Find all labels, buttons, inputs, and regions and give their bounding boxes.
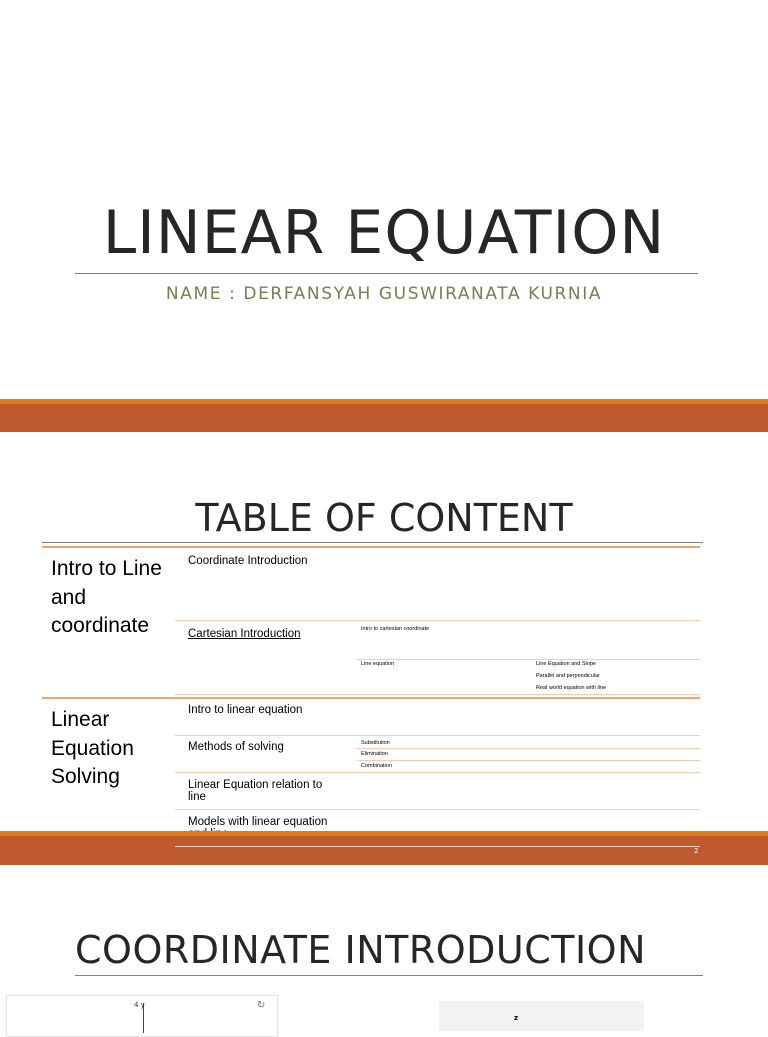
subrow-divider xyxy=(357,748,700,749)
slide-separator-band xyxy=(0,836,768,865)
section-title: Intro to Line and coordinate xyxy=(51,557,162,637)
subrow-divider xyxy=(357,760,700,761)
toc-subitem[interactable]: Line equation xyxy=(361,661,395,667)
toc-title: TABLE OF CONTENT xyxy=(195,496,573,540)
toc-subsubitem[interactable]: Line Equation and Slope xyxy=(536,661,596,667)
toc-title-divider xyxy=(42,542,703,543)
toc-subsubitem[interactable]: Parallel and perpendicular xyxy=(536,673,600,679)
toc-subitem[interactable]: Substitution xyxy=(361,740,390,746)
row-divider xyxy=(175,772,700,773)
row-divider xyxy=(175,694,700,695)
slide-title: LINEAR EQUATION xyxy=(102,198,666,268)
panel-label: z xyxy=(514,1014,519,1022)
slide3-title: COORDINATE INTRODUCTION xyxy=(75,928,647,972)
toc-subitem[interactable]: Elimination xyxy=(361,751,388,757)
section-divider xyxy=(42,546,700,548)
slide-separator-band xyxy=(0,404,768,432)
row-divider xyxy=(175,620,700,621)
subrow-divider xyxy=(357,659,700,660)
coordinate-panel xyxy=(439,1001,644,1031)
graph-axis-label: 4 y xyxy=(134,1001,145,1009)
refresh-icon[interactable]: ↻ xyxy=(257,1000,266,1011)
section-title: Linear Equation Solving xyxy=(51,708,134,788)
section-divider xyxy=(42,697,700,699)
toc-item-cartesian-introduction[interactable]: Cartesian Introduction xyxy=(188,628,301,640)
toc-subsubitem[interactable]: Real world equation with line xyxy=(536,685,607,691)
toc-item-coordinate-introduction[interactable]: Coordinate Introduction xyxy=(188,555,308,567)
slide3-title-divider xyxy=(75,975,703,976)
toc-subitem[interactable]: Intro to cartesian coordinate xyxy=(361,626,430,632)
footer-divider xyxy=(175,846,700,847)
row-divider xyxy=(175,809,700,810)
toc-item-intro-linear-equation[interactable]: Intro to linear equation xyxy=(188,704,303,716)
toc-item-methods-of-solving[interactable]: Methods of solving xyxy=(188,741,284,753)
row-divider xyxy=(175,735,700,736)
page-number: 2 xyxy=(694,847,699,855)
title-divider xyxy=(75,273,698,274)
toc-subitem[interactable]: Combination xyxy=(361,763,392,769)
slide-subtitle: NAME : DERFANSYAH GUSWIRANATA KURNIA xyxy=(165,284,603,304)
toc-item-models[interactable]: Models with linear equation xyxy=(188,816,328,828)
toc-item-relation-to-line[interactable]: Linear Equation relation to line xyxy=(188,779,323,803)
